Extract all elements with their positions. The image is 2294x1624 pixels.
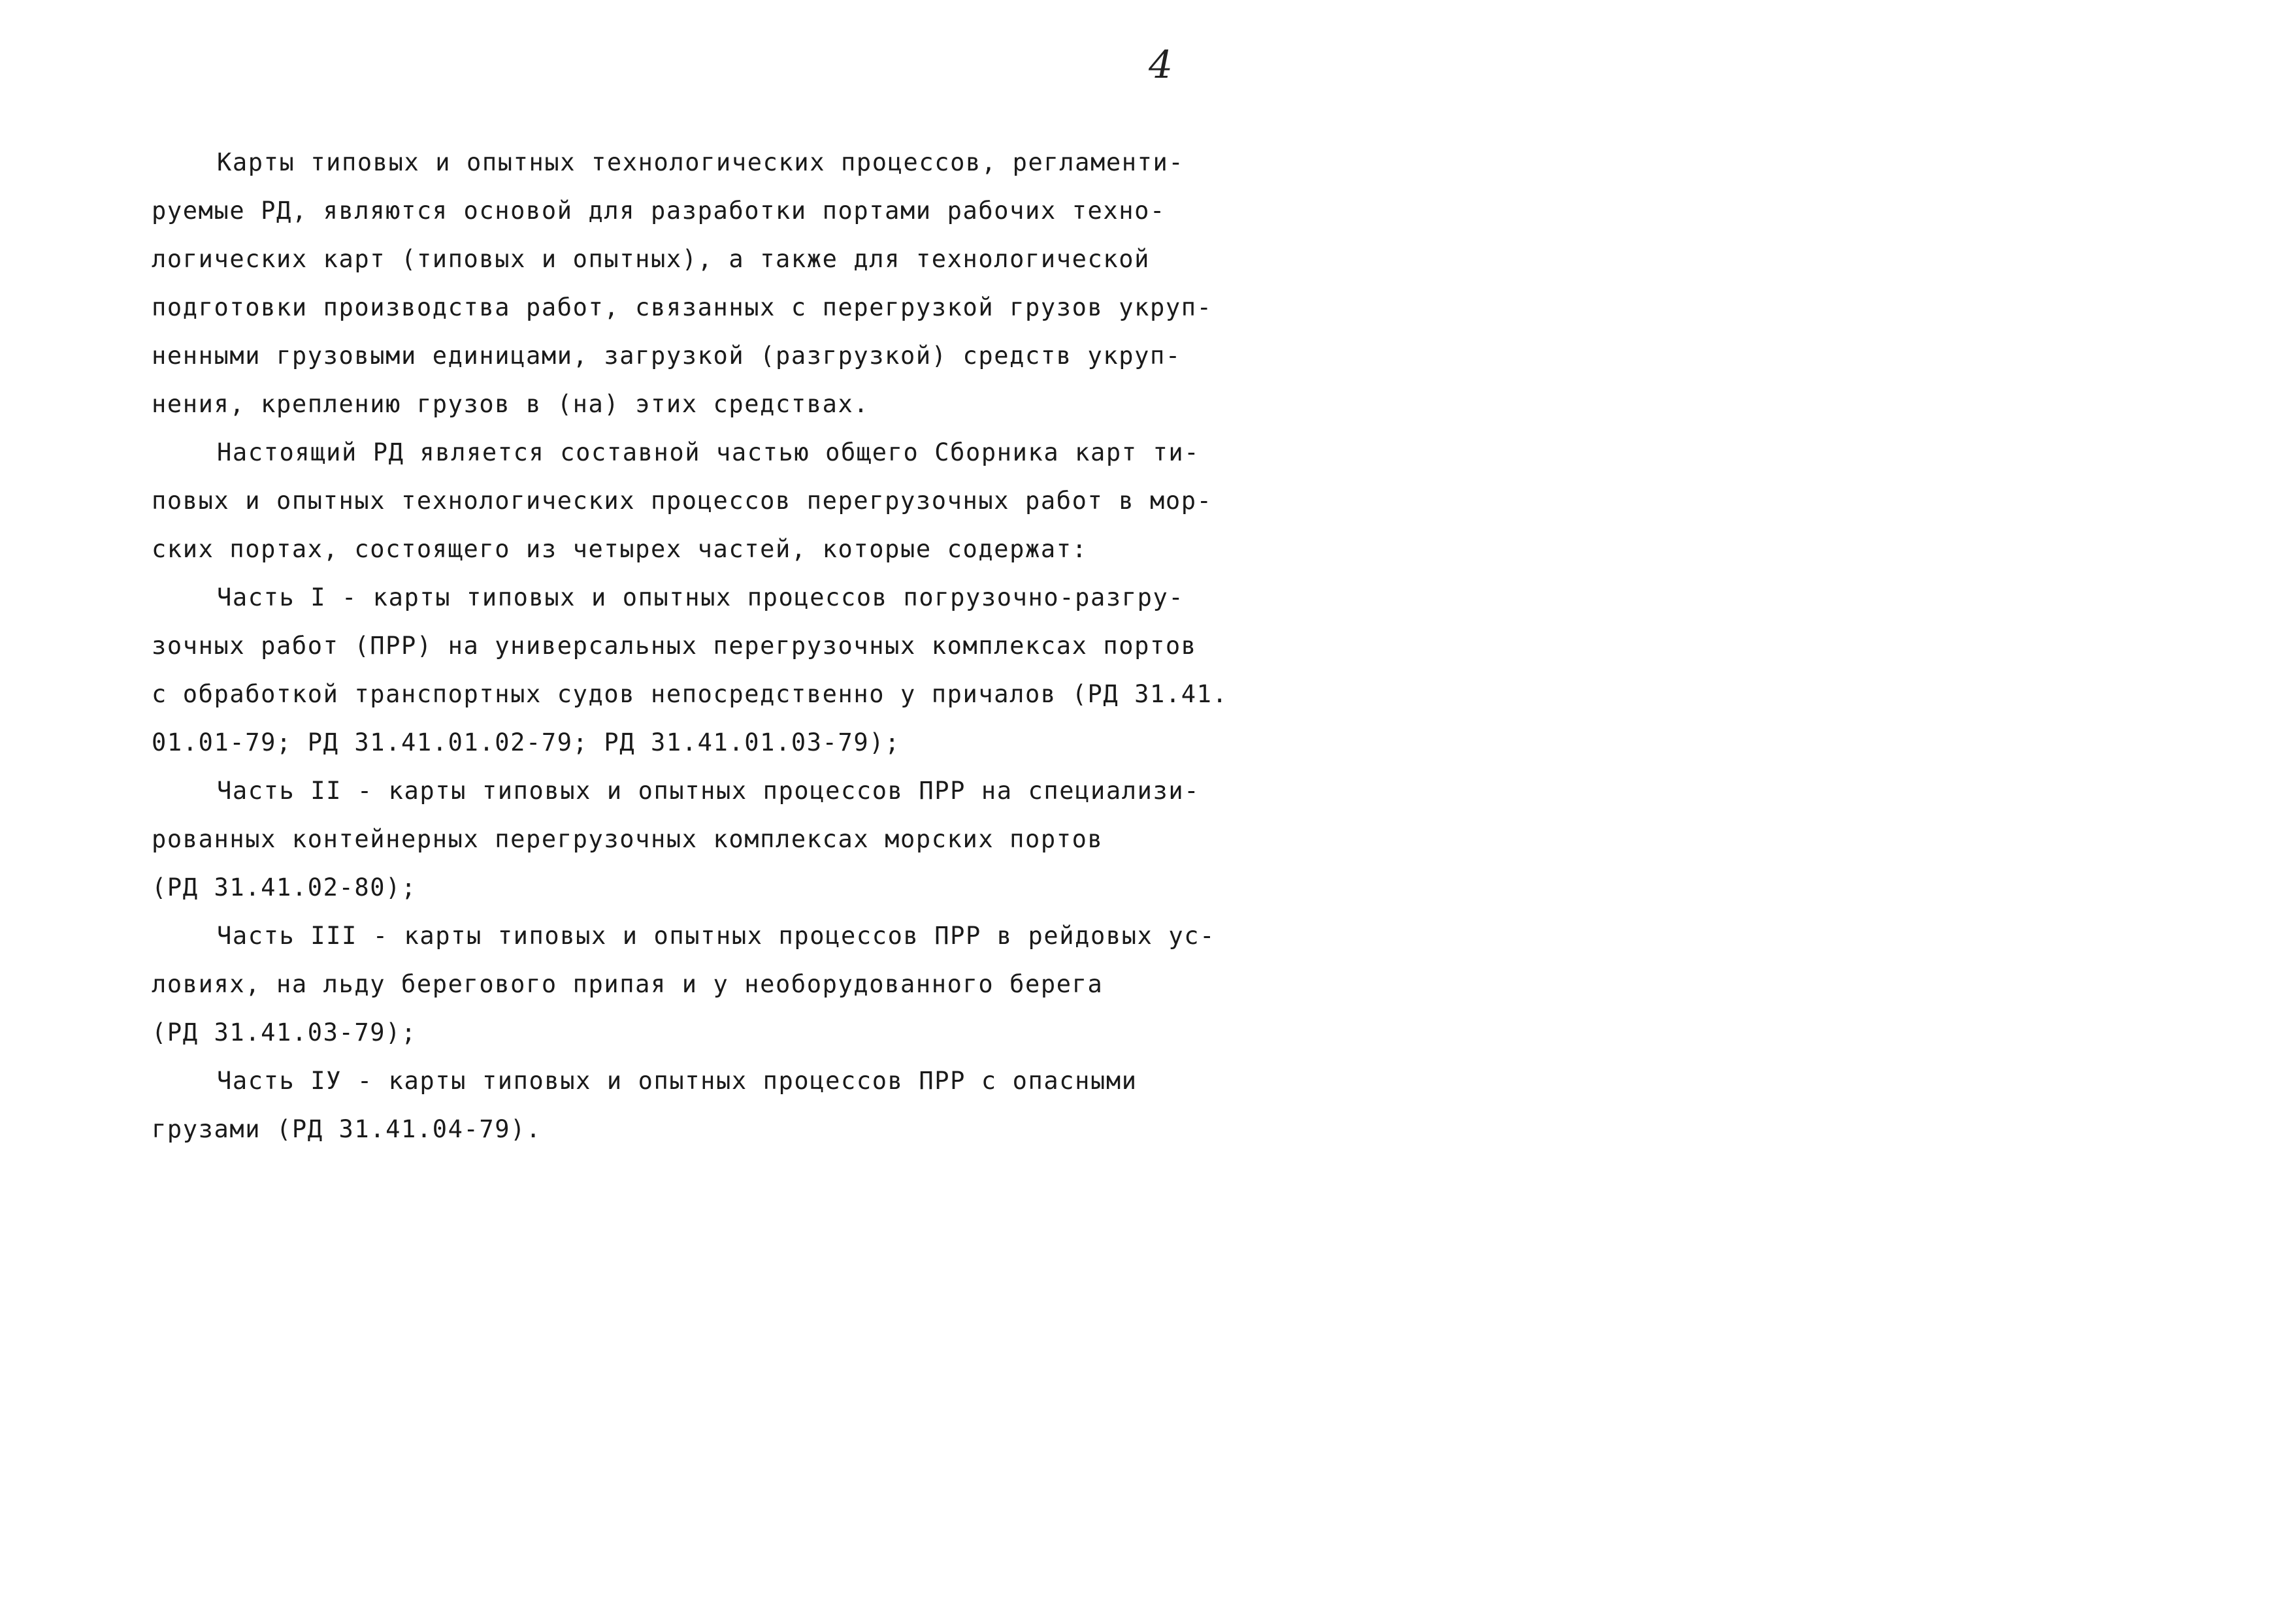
text-line: рованных контейнерных перегрузочных комплексах морских портов bbox=[152, 825, 1104, 853]
text-line: Часть IУ - карты типовых и опытных процессов ПРР с опасными bbox=[217, 1067, 1138, 1095]
text-line: зочных работ (ПРР) на универсальных перегрузочных комплексах портов bbox=[152, 632, 1197, 660]
text-line: ских портах, состоящего из четырех частей, которые содержат: bbox=[152, 535, 1088, 563]
text-line: логических карт (типовых и опытных), а также для технологической bbox=[152, 245, 1151, 273]
text-line: повых и опытных технологических процессов перегрузочных работ в мор- bbox=[152, 487, 1213, 515]
text-line: ненными грузовыми единицами, загрузкой (разгрузкой) средств укруп- bbox=[152, 342, 1181, 370]
text-line: грузами (РД 31.41.04-79). bbox=[152, 1115, 542, 1143]
document-body bbox=[152, 138, 1228, 1154]
text-line: нения, креплению грузов в (на) этих средствах. bbox=[152, 390, 870, 418]
text-line: Часть II - карты типовых и опытных процессов ПРР на специализи- bbox=[217, 777, 1200, 805]
text-line: Настоящий РД является составной частью общего Сборника карт ти- bbox=[217, 438, 1200, 466]
text-line: ловиях, на льду берегового припая и у необорудованного берега bbox=[152, 970, 1104, 998]
text-line: (РД 31.41.02-80); bbox=[152, 873, 417, 901]
text-line: 01.01-79; РД 31.41.01.02-79; РД 31.41.01.03-79); bbox=[152, 728, 901, 756]
text-line: (РД 31.41.03-79); bbox=[152, 1018, 417, 1047]
text-line: Часть I - карты типовых и опытных процессов погрузочно-разгру- bbox=[217, 583, 1185, 611]
text-line: руемые РД, являются основой для разработки портами рабочих техно- bbox=[152, 197, 1166, 225]
text-line: Часть III - карты типовых и опытных процессов ПРР в рейдовых ус- bbox=[217, 922, 1216, 950]
text-line: подготовки производства работ, связанных с перегрузкой грузов укруп- bbox=[152, 293, 1213, 321]
text-line: с обработкой транспортных судов непосредственно у причалов (РД 31.41. bbox=[152, 680, 1228, 708]
page-number: 4 bbox=[1149, 42, 1173, 87]
text-line: Карты типовых и опытных технологических процессов, регламенти- bbox=[217, 148, 1185, 176]
